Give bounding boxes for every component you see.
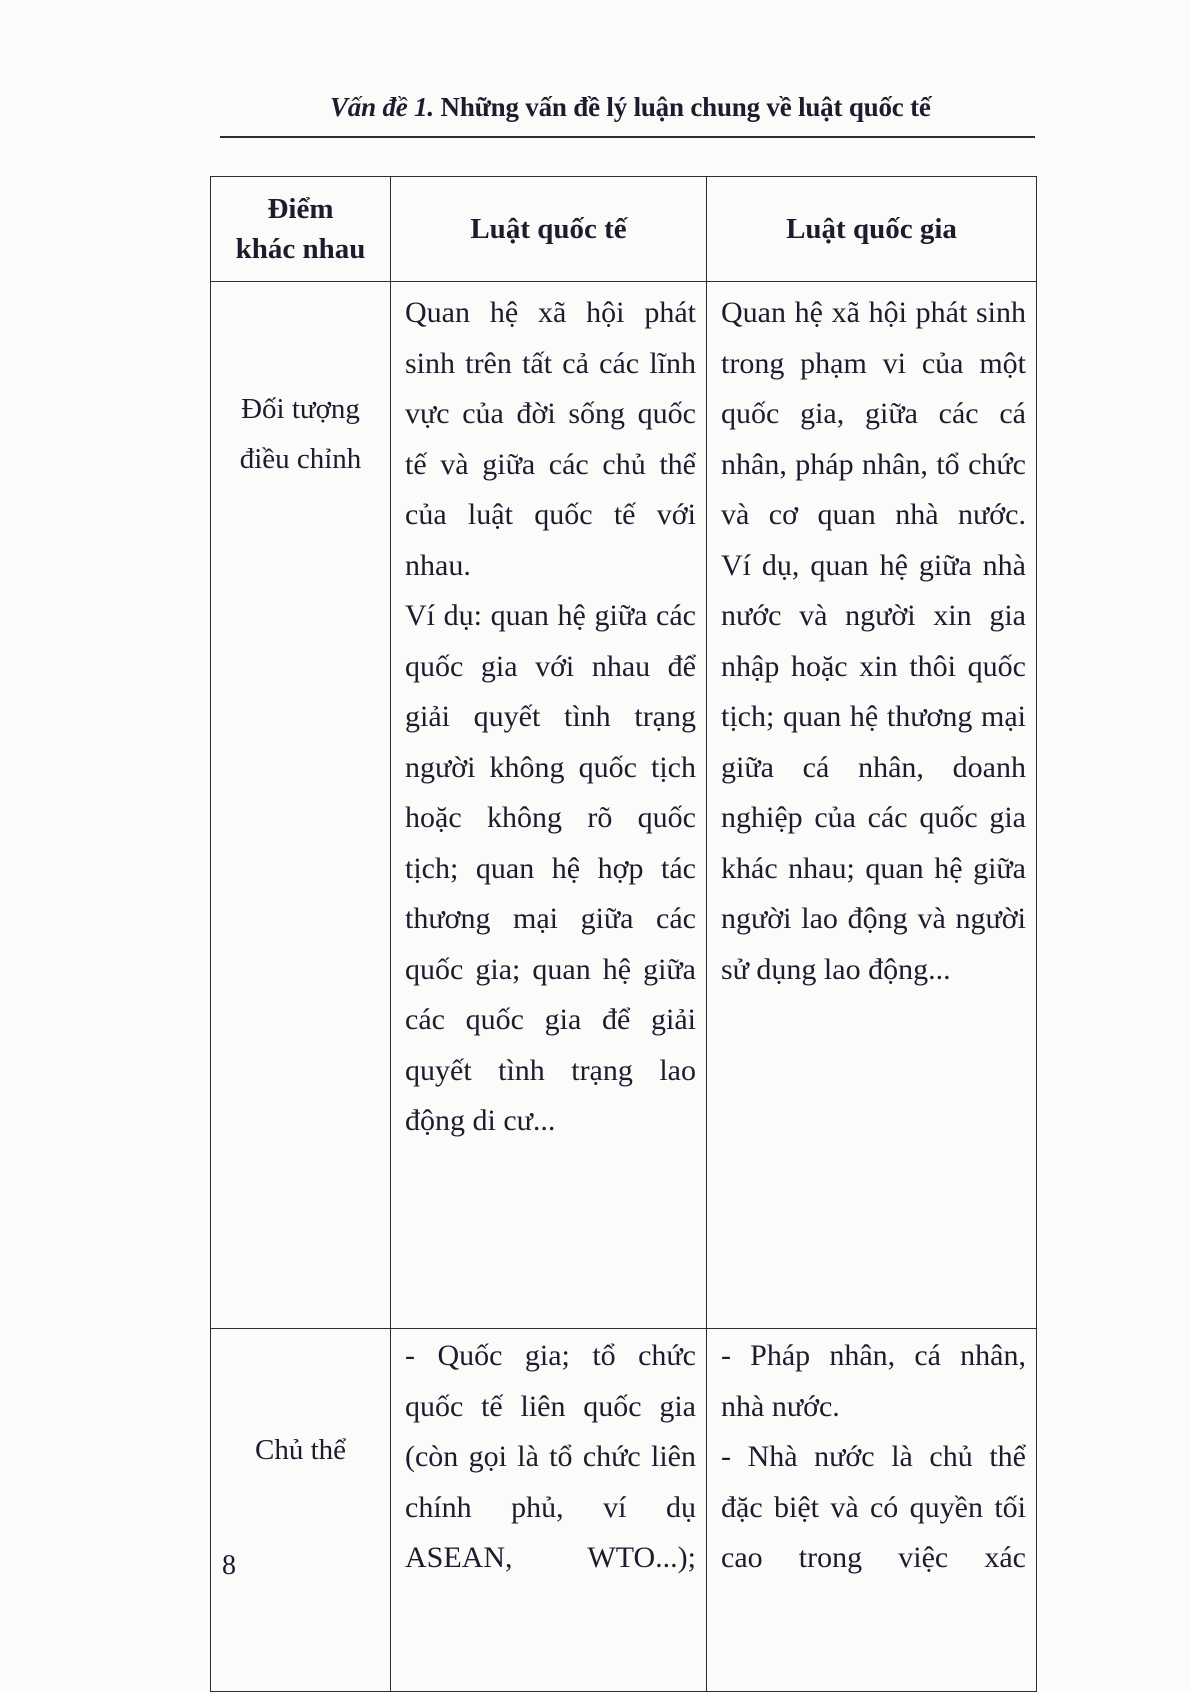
cell-international-regulated-object: Quan hệ xã hội phát sinh trên tất cả các lĩnh vực của đời sống quốc tế và giữa các chủ thể của luật quốc tế với nhau. Ví dụ: quan hệ giữa các quốc gia với nhau để giải quyết tình trạng người không quốc tịch hoặc không rõ quốc tịch; quan hệ hợp tác thương mại giữa các quốc gia; quan hệ giữa các quốc gia để giải quyết tình trạng lao động di cư... (391, 282, 707, 1329)
running-head (330, 92, 931, 123)
header-rule (220, 136, 1035, 138)
running-head-chapter: Vấn đề 1. (330, 92, 434, 122)
header-differences: Điểm khác nhau (211, 177, 391, 282)
page-number: 8 (222, 1550, 236, 1581)
row-label-regulated-object: Đối tượng điều chỉnh (211, 282, 391, 1329)
cell-international-subjects: - Quốc gia; tổ chức quốc tế liên quốc gia (còn gọi là tổ chức liên chính phủ, ví dụ ASEAN, WTO...); (391, 1329, 707, 1692)
comparison-table (210, 176, 1037, 1692)
cell-national-regulated-object: Quan hệ xã hội phát sinh trong phạm vi của một quốc gia, giữa các cá nhân, pháp nhân, tổ chức và cơ quan nhà nước. Ví dụ, quan hệ giữa nhà nước và người xin gia nhập hoặc xin thôi quốc tịch; quan hệ thương mại giữa cá nhân, doanh nghiệp của các quốc gia khác nhau; quan hệ giữa người lao động và người sử dụng lao động... (707, 282, 1037, 1329)
header-international-law: Luật quốc tế (391, 177, 707, 282)
running-head-title: Những vấn đề lý luận chung về luật quốc tế (433, 92, 931, 122)
table-row (211, 1329, 1037, 1692)
table-row (211, 282, 1037, 1329)
row-label-subjects: Chủ thể (211, 1329, 391, 1692)
cell-national-subjects: - Pháp nhân, cá nhân, nhà nước. - Nhà nước là chủ thể đặc biệt và có quyền tối cao trong việc xác (707, 1329, 1037, 1692)
table-header-row (211, 177, 1037, 282)
header-national-law: Luật quốc gia (707, 177, 1037, 282)
